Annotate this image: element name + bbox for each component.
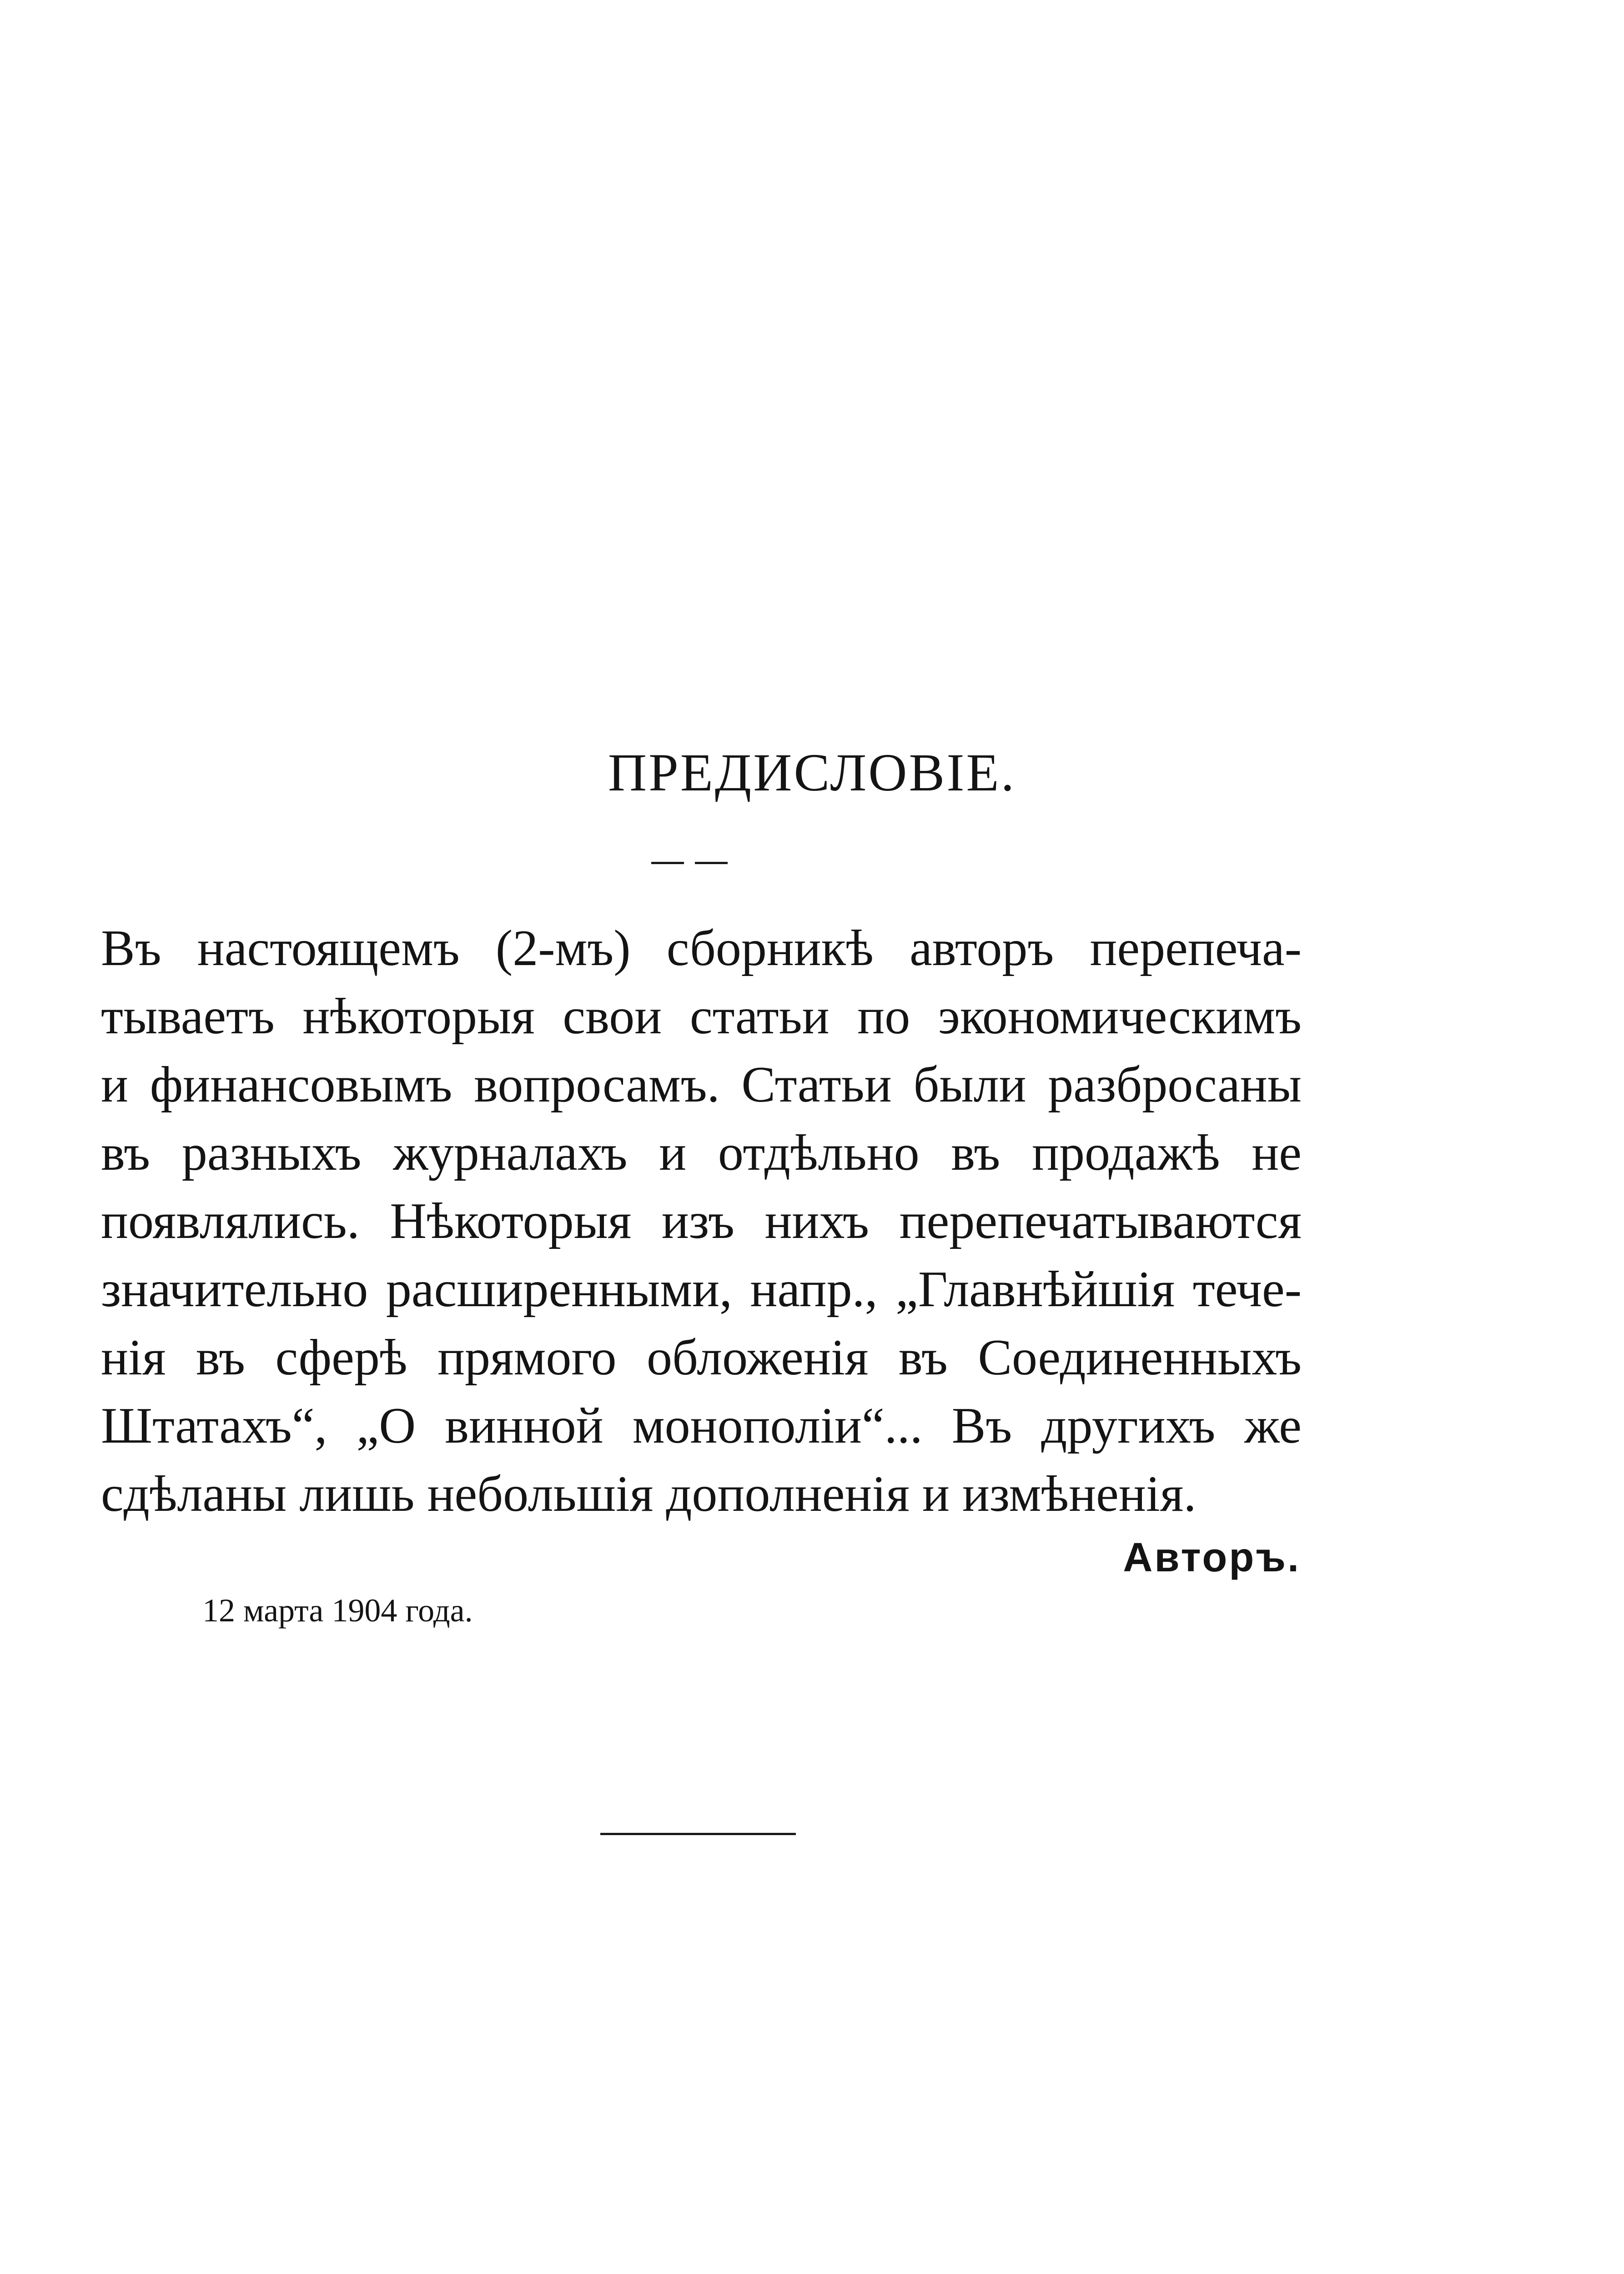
heading-dash-left [651,862,684,864]
paragraph-line: нія въ сферѣ прямого обложенія въ Соединенныхъ [101,1329,1302,1386]
heading-dash-right [695,862,728,864]
page-heading: ПРЕДИСЛОВІЕ. [608,743,1016,802]
paragraph-line: и финансовымъ вопросамъ. Статьи были разбросаны [101,1057,1302,1113]
preface-paragraph [101,914,1302,1528]
closing-rule [600,1833,796,1835]
paragraph-line: появлялись. Нѣкоторыя изъ нихъ перепечатываются [101,1193,1302,1249]
paragraph-line: Штатахъ“, „О винной монополіи“... Въ другихъ же [101,1398,1302,1454]
paragraph-line: тываетъ нѣкоторыя свои статьи по экономическимъ [101,988,1302,1045]
paragraph-line: Въ настоящемъ (2-мъ) сборникѣ авторъ перепеча- [101,920,1302,976]
author-signature: Авторъ. [1123,1535,1301,1580]
paragraph-line: сдѣланы лишь небольшія дополненія и измѣненія. [101,1466,1197,1522]
date-line: 12 марта 1904 года. [202,1592,473,1629]
paragraph-line: въ разныхъ журналахъ и отдѣльно въ продажѣ не [101,1125,1302,1181]
paragraph-line: значительно расширенными, напр., „Главнѣйшія тече- [101,1261,1302,1318]
